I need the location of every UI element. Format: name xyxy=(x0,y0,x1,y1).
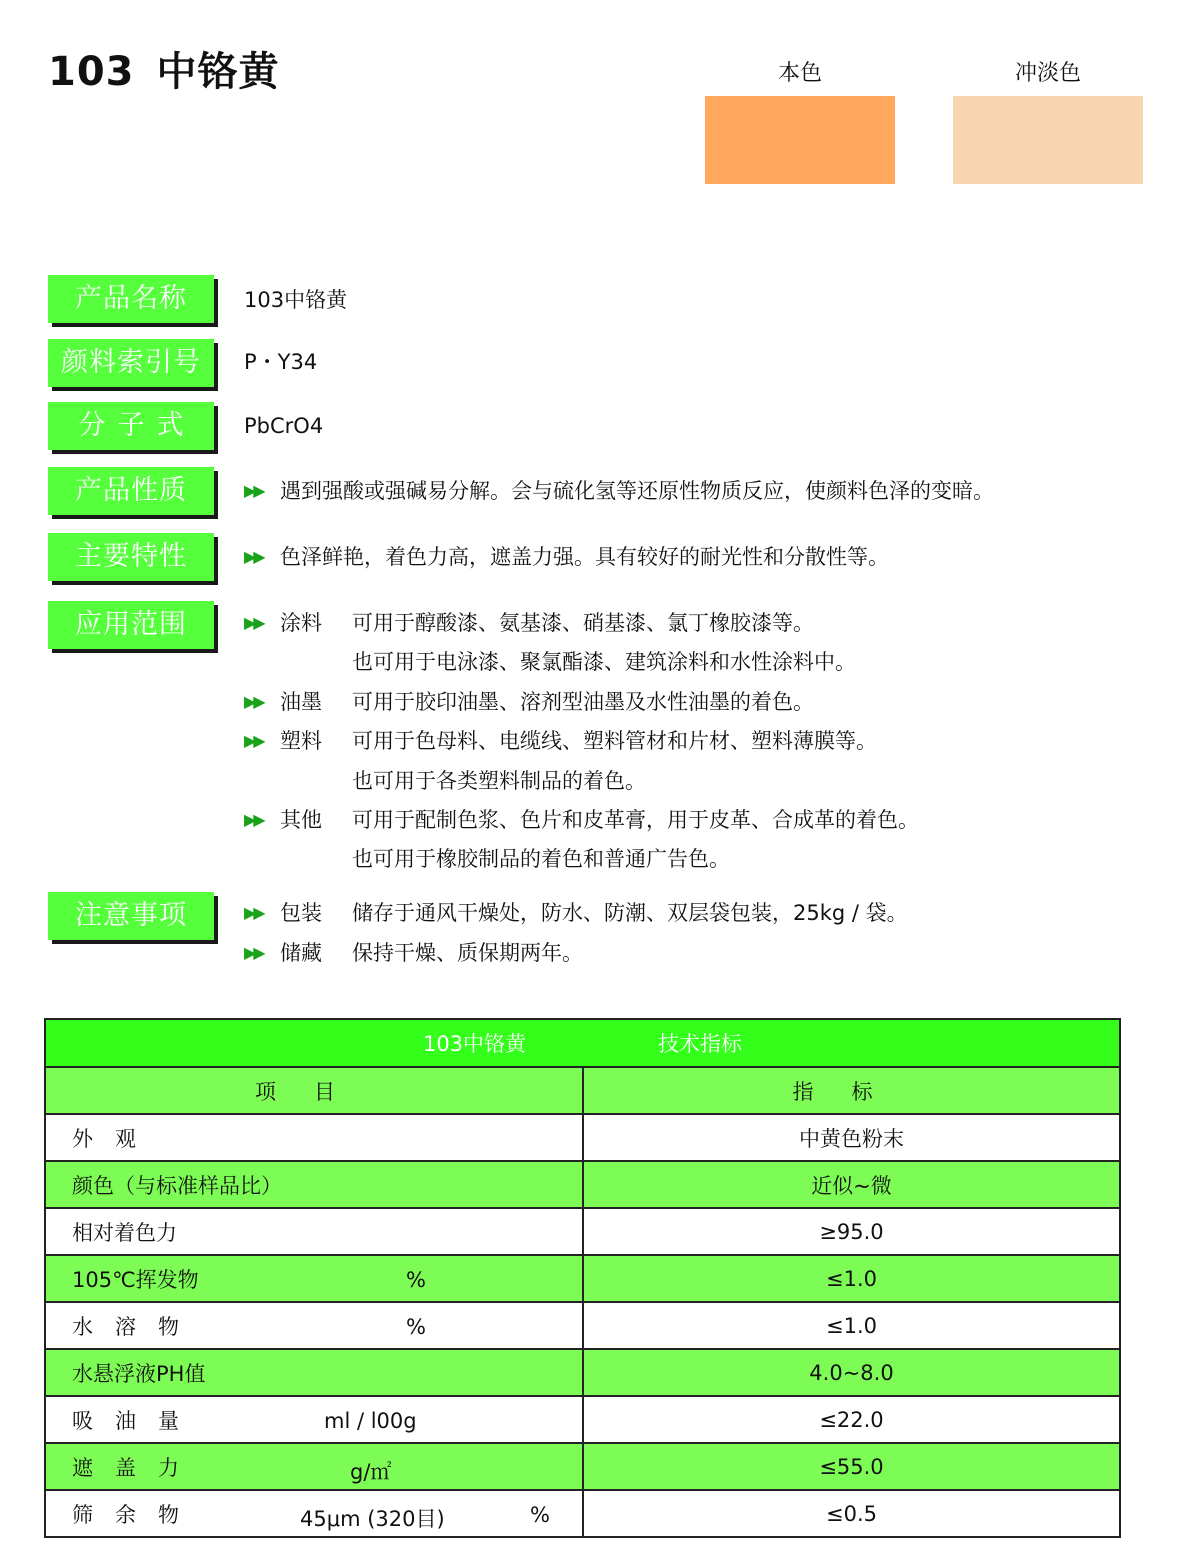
tint-swatch xyxy=(953,96,1143,184)
fast-forward-icon: ▶▶ xyxy=(244,903,263,922)
fast-forward-icon: ▶▶ xyxy=(244,547,263,566)
spec-value: ≤22.0 xyxy=(583,1396,1120,1443)
table-row xyxy=(45,1302,1120,1349)
spec-table-title-row xyxy=(45,1019,1120,1067)
product-title-name: 中铬黄 xyxy=(156,49,280,95)
col-header-item: 项目 xyxy=(45,1067,583,1114)
spec-item: 吸油量 ml / l00g xyxy=(45,1396,583,1443)
spec-value: ≤55.0 xyxy=(583,1443,1120,1490)
product-code: 103 xyxy=(48,49,135,95)
spec-value: ≤1.0 xyxy=(583,1255,1120,1302)
application-category: 油墨 xyxy=(280,690,322,714)
spec-title-name: 103中铬黄 xyxy=(422,1032,527,1056)
spec-table-header-row xyxy=(45,1067,1120,1114)
note-text: 保持干燥、质保期两年。 xyxy=(352,941,583,965)
spec-value: 4.0~8.0 xyxy=(583,1349,1120,1396)
formula-value: PbCrO4 xyxy=(244,414,324,438)
application-line: 可用于胶印油墨、溶剂型油墨及水性油墨的着色。 xyxy=(352,690,814,714)
fast-forward-icon: ▶▶ xyxy=(244,613,263,632)
features-tag: 主要特性 xyxy=(48,533,214,581)
table-row xyxy=(45,1396,1120,1443)
application-line: 也可用于各类塑料制品的着色。 xyxy=(352,769,646,793)
mass-tone-swatch xyxy=(705,96,895,184)
spec-item: 水悬浮液PH值 xyxy=(45,1349,583,1396)
spec-item: 筛余物 45μm (320目) % xyxy=(45,1490,583,1537)
table-row xyxy=(45,1208,1120,1255)
spec-table xyxy=(44,1018,1121,1538)
mass-tone-label: 本色 xyxy=(777,61,822,86)
spec-unit: % xyxy=(406,1268,426,1292)
application-line: 可用于色母料、电缆线、塑料管材和片材、塑料薄膜等。 xyxy=(352,729,877,753)
spec-item: 颜色（与标准样品比） xyxy=(45,1161,583,1208)
table-row xyxy=(45,1255,1120,1302)
page-title xyxy=(48,40,280,97)
table-row xyxy=(45,1161,1120,1208)
application-line: 可用于醇酸漆、氨基漆、硝基漆、氯丁橡胶漆等。 xyxy=(352,611,814,635)
table-row xyxy=(45,1349,1120,1396)
applications-tag: 应用范围 xyxy=(48,601,214,649)
spec-unit: % xyxy=(530,1503,550,1527)
application-category: 涂料 xyxy=(280,611,322,635)
note-text: 储存于通风干燥处，防水、防潮、双层袋包装，25kg / 袋。 xyxy=(352,901,908,925)
spec-unit: % xyxy=(406,1315,426,1339)
table-row xyxy=(45,1114,1120,1161)
spec-value: ≤0.5 xyxy=(583,1490,1120,1537)
spec-item: 105℃挥发物 % xyxy=(45,1255,583,1302)
fast-forward-icon: ▶▶ xyxy=(244,731,263,750)
spec-value: ≥95.0 xyxy=(583,1208,1120,1255)
tint-label: 冲淡色 xyxy=(1014,61,1081,86)
spec-unit: ml / l00g xyxy=(324,1409,417,1433)
application-category: 其他 xyxy=(280,808,322,832)
properties-value: 遇到强酸或强碱易分解。会与硫化氢等还原性物质反应，使颜料色泽的变暗。 xyxy=(280,479,994,503)
application-line: 也可用于电泳漆、聚氯酯漆、建筑涂料和水性涂料中。 xyxy=(352,650,856,674)
properties-tag: 产品性质 xyxy=(48,467,214,515)
fast-forward-icon: ▶▶ xyxy=(244,943,263,962)
features-value: 色泽鲜艳，着色力高，遮盖力强。具有较好的耐光性和分散性等。 xyxy=(280,545,889,569)
spec-item: 相对着色力 xyxy=(45,1208,583,1255)
notes-tag: 注意事项 xyxy=(48,892,214,940)
application-line: 也可用于橡胶制品的着色和普通广告色。 xyxy=(352,847,730,871)
spec-table-title xyxy=(45,1019,1120,1067)
application-category: 塑料 xyxy=(280,729,322,753)
table-row xyxy=(45,1443,1120,1490)
spec-item: 外观 xyxy=(45,1114,583,1161)
spec-item: 水溶物 % xyxy=(45,1302,583,1349)
pigment-index-value: P・Y34 xyxy=(244,350,318,374)
col-header-value: 指标 xyxy=(583,1067,1120,1114)
product-name-value: 103中铬黄 xyxy=(244,288,348,312)
spec-unit: g/㎡ xyxy=(350,1460,392,1484)
application-line: 可用于配制色浆、色片和皮革膏，用于皮革、合成革的着色。 xyxy=(352,808,919,832)
spec-value: 近似~微 xyxy=(583,1161,1120,1208)
spec-unit: 45μm (320目) xyxy=(300,1507,445,1531)
fast-forward-icon: ▶▶ xyxy=(244,692,263,711)
fast-forward-icon: ▶▶ xyxy=(244,481,263,500)
note-category: 包装 xyxy=(280,901,322,925)
fast-forward-icon: ▶▶ xyxy=(244,810,263,829)
spec-title-suffix: 技术指标 xyxy=(658,1032,743,1056)
product-name-tag: 产品名称 xyxy=(48,275,214,323)
note-category: 储藏 xyxy=(280,941,322,965)
spec-item: 遮盖力 g/㎡ xyxy=(45,1443,583,1490)
spec-value: ≤1.0 xyxy=(583,1302,1120,1349)
spec-value: 中黄色粉末 xyxy=(583,1114,1120,1161)
formula-tag: 分子式 xyxy=(48,402,214,450)
table-row xyxy=(45,1490,1120,1537)
pigment-index-tag: 颜料索引号 xyxy=(48,339,214,387)
